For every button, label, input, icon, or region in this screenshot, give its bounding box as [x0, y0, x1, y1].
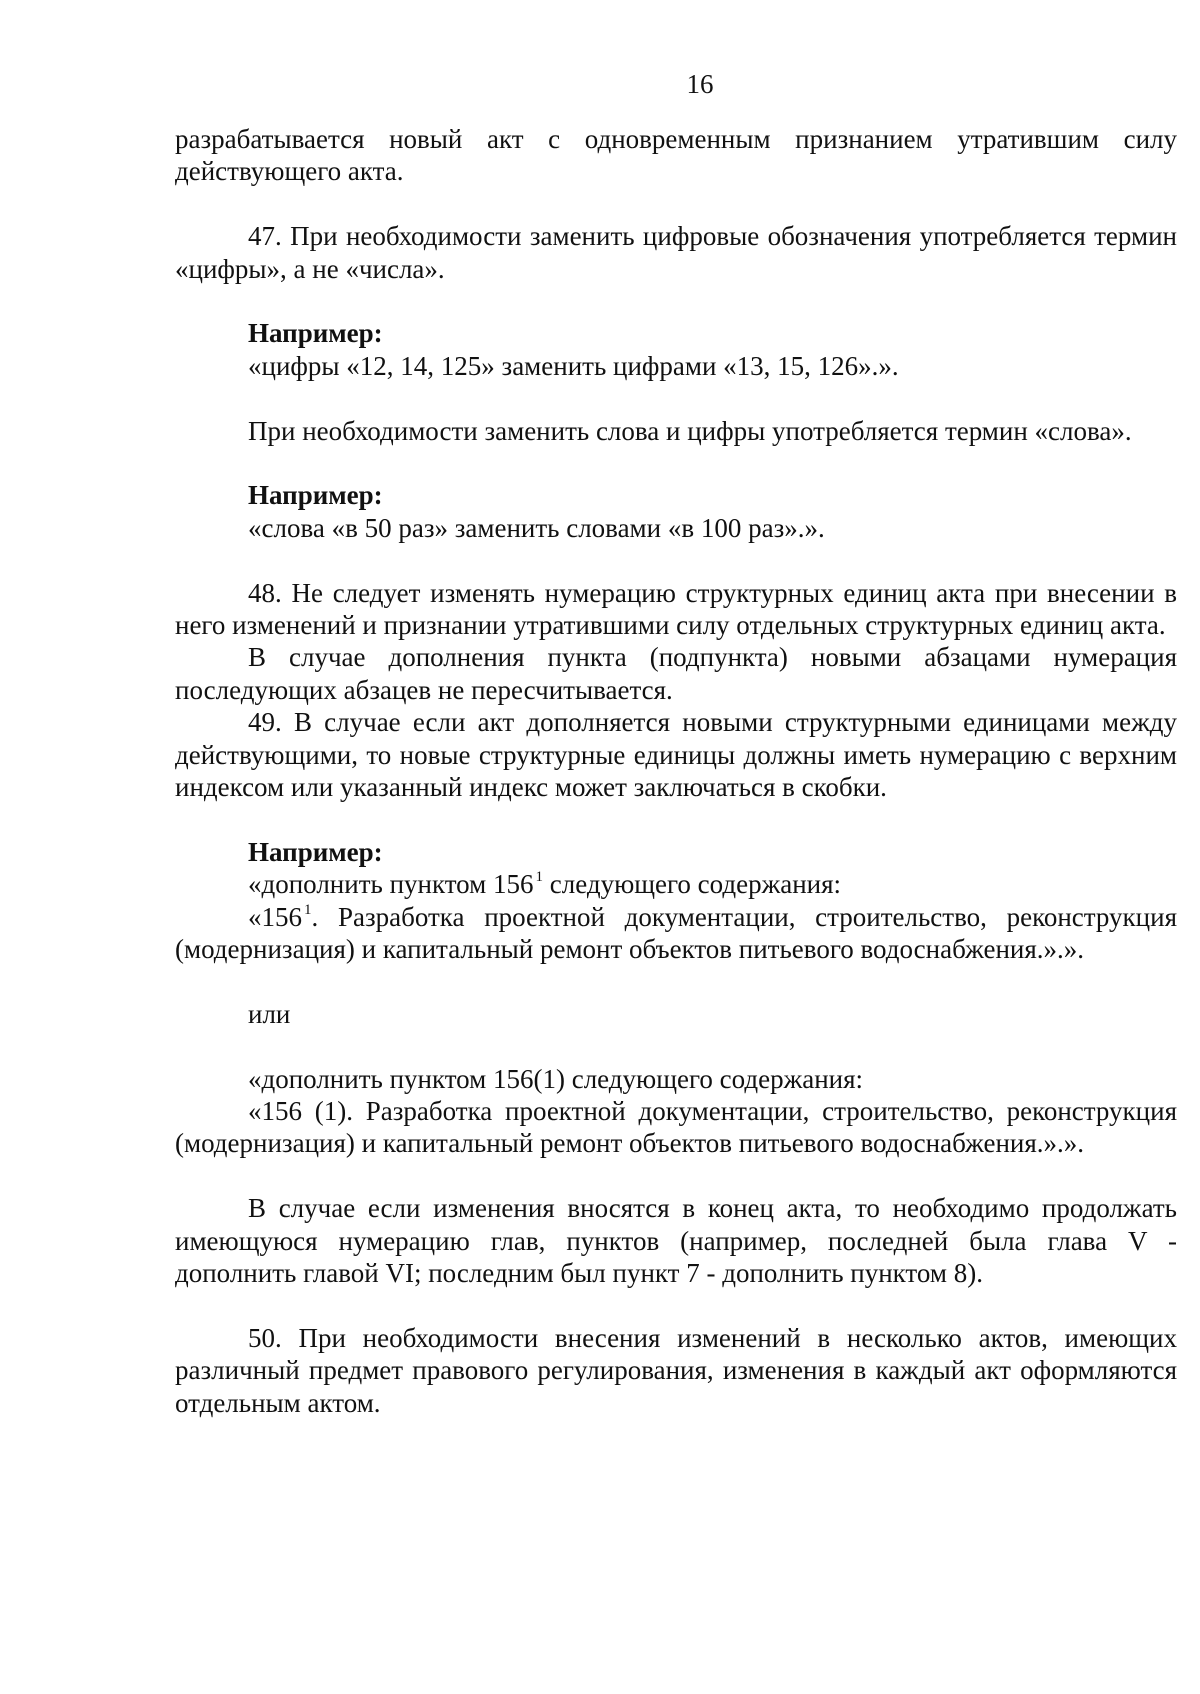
example-superscript-body	[175, 901, 1177, 966]
paragraph-49: 49. В случае если акт дополняется новыми структурными единицами между действующими, то новые структурные единицы должны иметь нумерацию с верхним индексом или указанный индекс может заключаться в скобки.	[175, 707, 1177, 803]
page-number: 16	[686, 69, 714, 99]
superscript-index: 1	[535, 869, 543, 886]
example-text: «слова «в 50 раз» заменить словами «в 100 раз».».	[248, 512, 825, 543]
example-text-part: «156	[248, 901, 302, 932]
or-separator: или	[248, 998, 291, 1029]
example-brackets-body: «156 (1). Разработка проектной документации, строительство, реконструкция (модернизация) и капитальный ремонт объектов питьевого водоснабжения.».».	[175, 1096, 1177, 1159]
paragraph-50: 50. При необходимости внесения изменений в несколько актов, имеющих различный предмет правового регулирования, изменения в каждый акт оформляются отдельным актом.	[175, 1322, 1177, 1418]
example-label: Например:	[248, 836, 383, 867]
paragraph-48: 48. Не следует изменять нумерацию структурных единиц акта при внесении в него изменений и признании утратившими силу отдельных структурных единиц акта.	[175, 577, 1177, 641]
document-body	[175, 123, 1177, 1419]
example-label: Например:	[248, 318, 383, 349]
paragraph-48-addition: В случае дополнения пункта (подпункта) новыми абзацами нумерация последующих абзацев не пересчитывается.	[175, 642, 1177, 705]
example-text-part: «дополнить пунктом 156	[248, 869, 534, 900]
superscript-index: 1	[304, 901, 312, 918]
paragraph-continuation: разрабатывается новый акт с одновременным признанием утратившим силу действующего акта.	[175, 124, 1177, 187]
example-label: Например:	[248, 480, 383, 511]
paragraph-end-numbering: В случае если изменения вносятся в конец акта, то необходимо продолжать имеющуюся нумерацию глав, пунктов (например, последней была глава V - дополнить главой VI; последним был пункт 7 - дополнить пунктом 8).	[175, 1193, 1177, 1289]
example-text-part: следующего содержания:	[543, 869, 842, 900]
paragraph-words-term: При необходимости заменить слова и цифры употребляется термин «слова».	[248, 415, 1132, 446]
example-brackets-intro: «дополнить пунктом 156(1) следующего содержания:	[248, 1063, 864, 1094]
example-superscript-intro	[175, 868, 1177, 900]
example-text: «цифры «12, 14, 125» заменить цифрами «13, 15, 126».».	[248, 350, 899, 381]
example-text-part: . Разработка проектной документации, строительство, реконструкция (модернизация) и капитальный ремонт объектов питьевого водоснабжения.».».	[175, 901, 1177, 965]
paragraph-47: 47. При необходимости заменить цифровые обозначения употребляется термин «цифры», а не «числа».	[175, 221, 1177, 284]
